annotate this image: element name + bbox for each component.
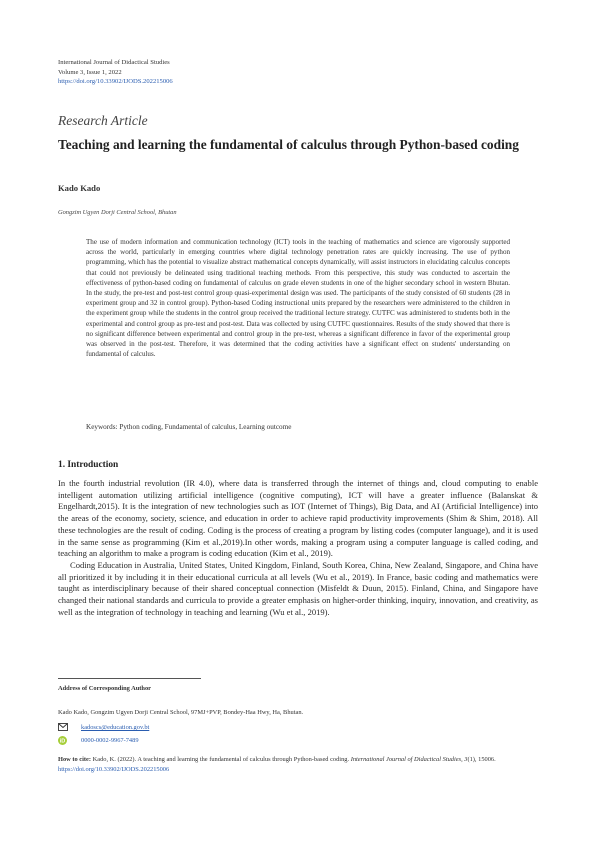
corresponding-author-address: Kado Kado, Gongzim Ugyen Dorji Central School, 97MJ+PVP, Bondey-Haa Hwy, Ha, Bhutan.	[58, 709, 304, 716]
svg-text:iD: iD	[59, 738, 66, 745]
introduction-body	[58, 478, 538, 618]
cite-text: Kado, K. (2022). A teaching and learning the fundamental of calculus through Python-based coding.	[92, 756, 350, 763]
introduction-paragraph-1: In the fourth industrial revolution (IR 4.0), where data is transferred through the internet of things and, cloud computing to enable intelligent automation utilizing artificial intelligence (cognitive computing), ICT will have a greater influence (Balanskat & Engelhardt,2015). It is the integration of new technologies such as IOT (Internet of Things), Big Data, and AI (Artificial Intelligence) into the areas of the economy, society, science, and education in order to achieve rapid productivity improvements (Shim & Shim, 2018). All these technologies are the result of coding. Coding is the process of creating a program by listing codes (computer language), and it is used in the same sense as programming (Kim et al.,2019).In other words, making a program using a computer language is called coding, and teaching an algorithm to make a program is coding education (Kim et al., 2019).	[58, 478, 538, 559]
paper-title: Teaching and learning the fundamental of calculus through Python-based coding	[58, 137, 519, 152]
journal-header	[58, 58, 173, 87]
journal-doi-link[interactable]: https://doi.org/10.33902/IJODS.202215006	[58, 78, 173, 85]
abstract: The use of modern information and communication technology (ICT) tools in the teaching of mathematics and science are vigorously supported across the world, particularly in emerging countries where digital technology penetration rates are quickly increasing. The use of python programming, which has the potential to visualize abstract mathematical concepts dynamically, will assist instructors in elucidating calculus concepts that could not previously be delineated using traditional teaching methods. From this perspective, this study was conducted to ascertain the effectiveness of python-based coding on fundamental of calculus on grade eleven students in one of the higher secondary school in western Bhutan. In the study, the pre-test and post-test control group quasi-experimental design was used. The participants of the study consisted of 60 students (28 in experiment group and 32 in control group). Python-based Coding instructional units prepared by the researchers were administered to the children in the experiment group while the students in the control group received the traditional lecture strategy. CUTFC was administered to students both in the experimental and control group as pre-test and post-test. Data was collected by using CUTFC questionnaires. Results of the study showed that there is no significant difference between experimental and control group in the pre-test, whereas a significant difference in favor of the experimental group was observed in the post-test. Therefore, it was determined that the coding activities have a significant effect on students' understanding on fundamental of calculus.	[86, 238, 510, 359]
corresponding-author-heading: Address of Corresponding Author	[58, 685, 151, 692]
journal-volume-issue: Volume 3, Issue 1, 2022	[58, 68, 122, 76]
email-row	[58, 723, 149, 732]
author-name: Kado Kado	[58, 183, 101, 193]
cite-journal: International Journal of Didactical Studies, 3	[350, 756, 468, 763]
cite-label: How to cite:	[58, 756, 92, 763]
email-link[interactable]: kadoscs@education.gov.bt	[81, 724, 150, 731]
orcid-row	[58, 736, 139, 745]
cite-doi-link[interactable]: https://doi.org/10.33902/IJODS.202215006	[58, 765, 170, 773]
cite-issue: (1), 15006.	[467, 756, 496, 763]
how-to-cite	[58, 755, 542, 774]
section-heading-introduction: 1. Introduction	[58, 460, 119, 470]
author-affiliation: Gongzim Ugyen Dorji Central School, Bhutan	[58, 209, 177, 216]
keywords: Keywords: Python coding, Fundamental of calculus, Learning outcome	[86, 423, 292, 431]
journal-name: International Journal of Didactical Studies	[58, 59, 170, 66]
article-type: Research Article	[58, 113, 148, 128]
orcid-link[interactable]: 0000-0002-9967-7489	[81, 737, 139, 744]
orcid-icon	[58, 736, 68, 745]
envelope-icon	[58, 723, 68, 732]
footnote-divider	[58, 678, 201, 679]
introduction-paragraph-2: Coding Education in Australia, United States, United Kingdom, Finland, South Korea, China, New Zealand, Singapore, and China have all prioritized it by including it in their educational curricula at all levels (Wu et al., 2019). In France, basic coding and mathematics were taught as interdisciplinary because of their shared conceptual connection (Misfeldt & Duun, 2015). Finland, China, and Singapore have changed their national standards and curricula to provide a greater emphasis on higher-order thinking, inquiry, innovation, and creativity, as well as the integration of technology in teaching and learning (Wu et al., 2019).	[58, 559, 538, 617]
